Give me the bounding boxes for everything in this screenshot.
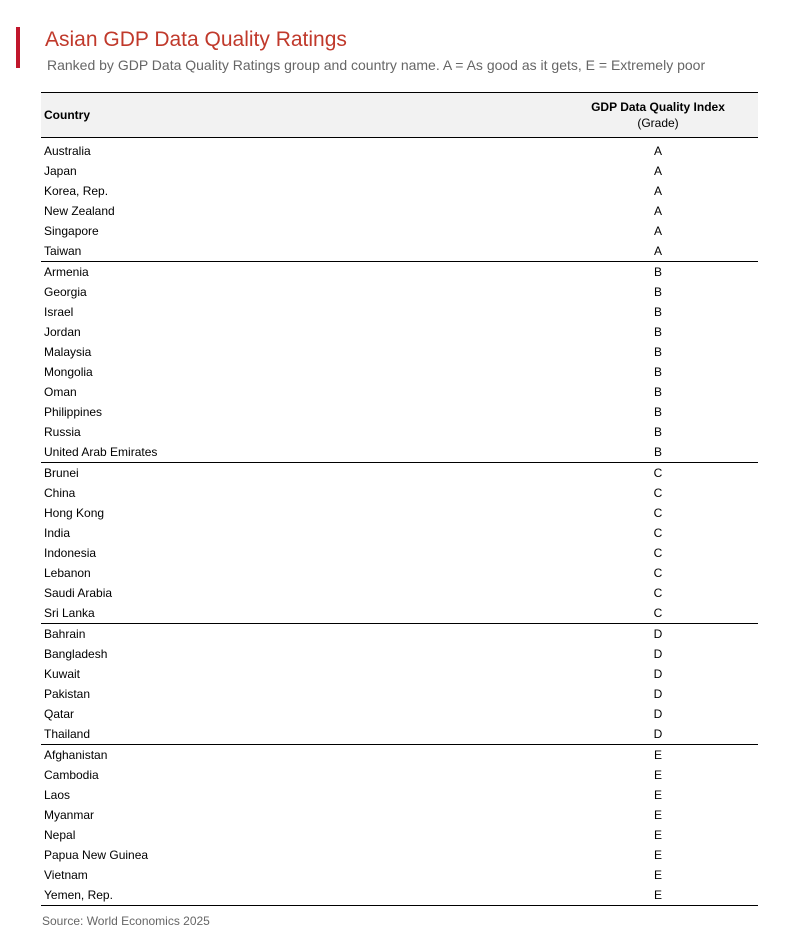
country-cell: Yemen, Rep. xyxy=(41,885,558,906)
country-cell: Taiwan xyxy=(41,241,558,262)
table-row xyxy=(41,382,758,402)
table-row xyxy=(41,664,758,684)
grade-cell: B xyxy=(653,425,662,439)
country-cell: New Zealand xyxy=(44,204,115,218)
grade-cell: B xyxy=(653,365,662,379)
country-cell: Nepal xyxy=(44,828,76,842)
table-row xyxy=(41,302,758,322)
table-row xyxy=(41,563,758,583)
table-row xyxy=(41,765,758,785)
table-row xyxy=(41,825,758,845)
country-cell: Sri Lanka xyxy=(41,603,558,624)
country-cell: Hong Kong xyxy=(44,506,105,520)
grade-cell: D xyxy=(653,707,663,721)
grade-cell: E xyxy=(653,768,662,782)
table-row xyxy=(41,161,758,181)
page-title: Asian GDP Data Quality Ratings xyxy=(45,28,347,51)
table-row xyxy=(41,221,758,241)
grade-cell: E xyxy=(653,868,662,882)
grade-cell: A xyxy=(558,241,758,262)
table-row xyxy=(41,523,758,543)
grade-cell: C xyxy=(653,466,663,480)
table-row xyxy=(41,282,758,302)
country-cell: Korea, Rep. xyxy=(44,184,109,198)
country-cell: Kuwait xyxy=(44,667,81,681)
table-row xyxy=(41,201,758,221)
country-cell: Bangladesh xyxy=(44,647,108,661)
table-row xyxy=(41,885,758,906)
country-cell: Israel xyxy=(44,305,74,319)
grade-cell: A xyxy=(653,224,662,238)
country-cell: Laos xyxy=(44,788,71,802)
country-cell: Pakistan xyxy=(44,687,91,701)
grade-cell: C xyxy=(653,506,663,520)
table-row xyxy=(41,342,758,362)
column-header-country: Country xyxy=(41,93,558,138)
grade-cell: B xyxy=(653,405,662,419)
grade-cell: B xyxy=(653,385,662,399)
grade-cell: C xyxy=(558,603,758,624)
table-row xyxy=(41,745,758,766)
country-cell: Oman xyxy=(44,385,77,399)
table-row xyxy=(41,845,758,865)
table-row xyxy=(41,442,758,463)
table-row xyxy=(41,262,758,283)
table-row xyxy=(41,684,758,704)
grade-cell: C xyxy=(653,586,663,600)
table-row xyxy=(41,865,758,885)
grade-cell: B xyxy=(653,265,662,279)
table-row xyxy=(41,543,758,563)
grade-cell: E xyxy=(653,788,662,802)
grade-cell: D xyxy=(558,724,758,745)
grade-cell: C xyxy=(653,486,663,500)
source-note: Source: World Economics 2025 xyxy=(42,914,210,928)
page-subtitle: Ranked by GDP Data Quality Ratings group and country name. A = As good as it gets, E = Extremely poor xyxy=(47,57,706,73)
country-cell: Myanmar xyxy=(44,808,95,822)
grade-cell: D xyxy=(653,687,663,701)
country-cell: Afghanistan xyxy=(44,748,108,762)
table-row xyxy=(41,724,758,745)
grade-cell: C xyxy=(653,566,663,580)
grade-cell: E xyxy=(653,748,662,762)
country-cell: Saudi Arabia xyxy=(44,586,113,600)
table-row xyxy=(41,785,758,805)
country-cell: United Arab Emirates xyxy=(41,442,558,463)
country-cell: Philippines xyxy=(44,405,103,419)
table-row xyxy=(41,704,758,724)
grade-cell: A xyxy=(653,184,662,198)
country-cell: Russia xyxy=(44,425,81,439)
grade-cell: D xyxy=(653,647,663,661)
grade-cell: B xyxy=(653,345,662,359)
table-row xyxy=(41,503,758,523)
country-cell: Qatar xyxy=(44,707,75,721)
table-row xyxy=(41,422,758,442)
column-header-grade-sub: (Grade) xyxy=(637,116,679,130)
table-body xyxy=(41,138,758,906)
table-row xyxy=(41,241,758,262)
grade-cell: A xyxy=(653,164,662,178)
grade-cell: E xyxy=(558,885,758,906)
country-cell: Georgia xyxy=(44,285,87,299)
table-row xyxy=(41,583,758,603)
grade-cell: B xyxy=(558,442,758,463)
country-cell: Singapore xyxy=(44,224,99,238)
table-row xyxy=(41,322,758,342)
title-accent-bar xyxy=(16,27,20,68)
table-row xyxy=(41,181,758,201)
table-header-row xyxy=(41,93,758,138)
table-row xyxy=(41,805,758,825)
grade-cell: E xyxy=(653,848,662,862)
grade-cell: B xyxy=(653,325,662,339)
country-cell: Malaysia xyxy=(44,345,92,359)
grade-cell: C xyxy=(653,526,663,540)
country-cell: Bahrain xyxy=(44,627,86,641)
country-cell: Australia xyxy=(44,144,91,158)
column-header-grade xyxy=(558,93,758,138)
country-cell: Vietnam xyxy=(44,868,88,882)
table-row xyxy=(41,402,758,422)
country-cell: Armenia xyxy=(44,265,89,279)
country-cell: Thailand xyxy=(41,724,558,745)
grade-cell: C xyxy=(653,546,663,560)
table-row xyxy=(41,644,758,664)
country-cell: Indonesia xyxy=(44,546,97,560)
country-cell: Cambodia xyxy=(44,768,99,782)
country-cell: Mongolia xyxy=(44,365,93,379)
grade-cell: D xyxy=(653,627,663,641)
grade-cell: D xyxy=(653,667,663,681)
table-row xyxy=(41,463,758,484)
table-row xyxy=(41,141,758,161)
country-cell: Papua New Guinea xyxy=(44,848,149,862)
grade-cell: A xyxy=(653,204,662,218)
grade-cell: E xyxy=(653,828,662,842)
country-cell: Brunei xyxy=(44,466,79,480)
grade-cell: A xyxy=(653,144,662,158)
table-row xyxy=(41,483,758,503)
gdp-quality-table xyxy=(41,92,758,906)
country-cell: India xyxy=(44,526,71,540)
country-cell: Jordan xyxy=(44,325,81,339)
table-row xyxy=(41,603,758,624)
country-cell: China xyxy=(44,486,76,500)
country-cell: Japan xyxy=(44,164,77,178)
country-cell: Lebanon xyxy=(44,566,91,580)
grade-cell: B xyxy=(653,285,662,299)
grade-cell: E xyxy=(653,808,662,822)
grade-cell: B xyxy=(653,305,662,319)
column-header-grade-main: GDP Data Quality Index xyxy=(591,100,725,114)
table-row xyxy=(41,624,758,645)
table-row xyxy=(41,362,758,382)
